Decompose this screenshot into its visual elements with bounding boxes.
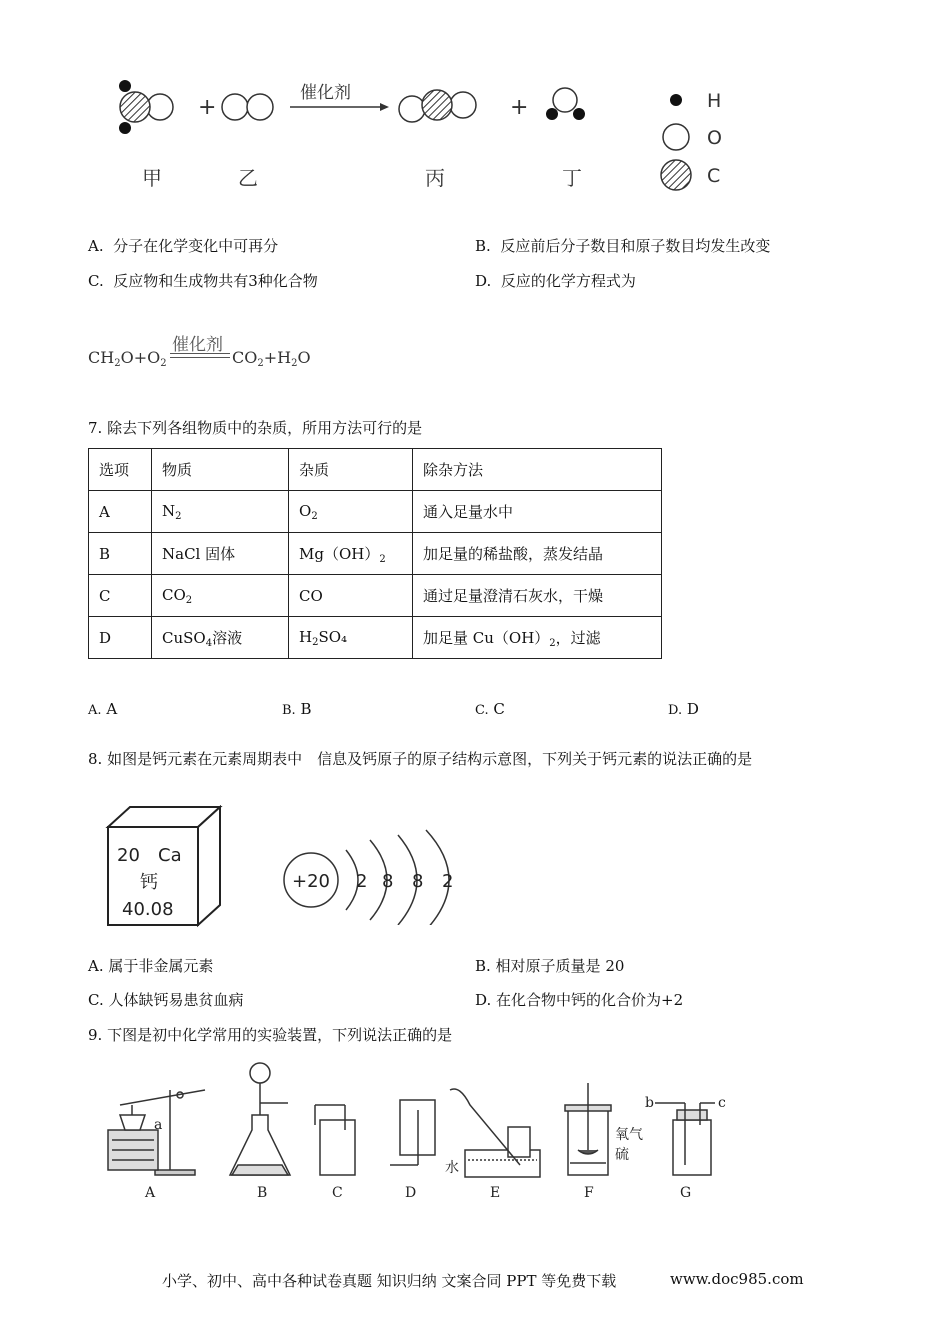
header-cell: 除杂方法 <box>413 449 662 491</box>
oxygen-label: 氧气 <box>615 1127 643 1143</box>
cell-method: 通过足量澄清石灰水，干燥 <box>413 575 662 617</box>
option-letter: A. <box>88 237 104 255</box>
q6-option-a <box>88 235 278 256</box>
q8-option-b: B. 相对原子质量是 20 <box>475 957 625 975</box>
header-cell: 物质 <box>152 449 289 491</box>
q8-question: 8. 如图是钙元素在元素周期表中 信息及钙原子的原子结构示意图，下列关于钙元素的说法正确的是 <box>88 750 753 768</box>
apparatus-label: B <box>257 1185 268 1201</box>
shell-electrons: 2 <box>442 871 454 892</box>
water-label: 水 <box>445 1160 459 1176</box>
legend-o-icon <box>663 124 689 150</box>
molecule-jia <box>119 80 173 134</box>
atomic-mass: 40.08 <box>122 899 174 920</box>
equation-equals <box>170 353 230 358</box>
apparatus-g <box>655 1103 715 1175</box>
cell-impurity: CO <box>289 575 413 617</box>
table-row <box>89 491 662 533</box>
atomic-number: 20 <box>117 845 140 866</box>
shell-electrons: 8 <box>382 871 394 892</box>
apparatus-e <box>450 1089 540 1177</box>
equation-lhs: $CH_2O+O_2$ <box>88 348 167 369</box>
label-bing: 丙 <box>425 166 445 190</box>
table-row <box>89 575 662 617</box>
q8-option-c: C. 人体缺钙易患贫血病 <box>88 991 244 1009</box>
apparatus-label: A <box>145 1185 156 1201</box>
label-ding: 丁 <box>562 166 582 190</box>
cell-option: A <box>89 491 152 533</box>
label-jia: 甲 <box>142 166 162 190</box>
legend-c-icon <box>661 160 691 190</box>
q6-option-d <box>475 270 636 291</box>
apparatus-d <box>390 1100 435 1165</box>
shell-electrons: 2 <box>356 871 368 892</box>
cell-method: 通入足量水中 <box>413 491 662 533</box>
cell-impurity: $Mg(OH)_2$ <box>289 533 413 575</box>
cell-impurity: $H_2SO_4$ <box>289 617 413 659</box>
header-cell: 杂质 <box>289 449 413 491</box>
table-row <box>89 533 662 575</box>
plus-sign: + <box>198 95 217 120</box>
q7-answer-d: D. D <box>668 700 699 718</box>
element-cell-diagram <box>100 805 230 930</box>
option-letter: C. <box>88 272 104 290</box>
footer-url[interactable]: www.doc985.com <box>670 1270 804 1288</box>
option-text: 反应的化学方程式为 <box>500 272 636 290</box>
apparatus-c <box>315 1105 355 1175</box>
apparatus-label: D <box>405 1185 417 1201</box>
q7-table <box>88 448 662 659</box>
cell-impurity: $O_2$ <box>289 491 413 533</box>
q8-option-a: A. 属于非金属元素 <box>88 957 214 975</box>
molecule-bing <box>399 90 476 122</box>
cell-option: C <box>89 575 152 617</box>
cell-option: D <box>89 617 152 659</box>
option-text: 分子在化学变化中可再分 <box>113 237 279 255</box>
apparatus-label: F <box>584 1185 594 1201</box>
cell-method: 加足量的稀盐酸，蒸发结晶 <box>413 533 662 575</box>
apparatus-diagram <box>100 1055 740 1205</box>
option-letter: D. <box>475 272 492 290</box>
reaction-diagram <box>100 70 740 200</box>
apparatus-f <box>565 1083 611 1175</box>
option-text: 反应前后分子数目和原子数目均发生改变 <box>500 237 771 255</box>
port-b-label: b <box>645 1095 654 1111</box>
equation-catalyst: 催化剂 <box>172 335 223 355</box>
q7-answer-a: A. A <box>88 700 118 718</box>
q7-answer-b: B. B <box>282 700 312 718</box>
element-symbol: Ca <box>158 845 182 866</box>
q6-option-b <box>475 235 770 256</box>
apparatus-label: C <box>332 1185 343 1201</box>
legend-o: O <box>707 127 722 149</box>
label-yi: 乙 <box>238 166 258 190</box>
q8-option-d: D. 在化合物中钙的化合价为+2 <box>475 991 684 1009</box>
apparatus-b <box>230 1063 290 1175</box>
cell-substance: $N_2$ <box>152 491 289 533</box>
shell-electrons: 8 <box>412 871 424 892</box>
apparatus-label: E <box>490 1185 501 1201</box>
catalyst-label: 催化剂 <box>300 83 351 103</box>
footer-text: 小学、初中、高中各种试卷真题 知识归纳 文案合同 PPT 等免费下载 <box>162 1272 617 1290</box>
cell-substance: NaCl 固体 <box>152 533 289 575</box>
header-cell: 选项 <box>89 449 152 491</box>
equation-rhs: $CO_2+H_2O$ <box>232 348 311 369</box>
q6-option-c <box>88 270 318 291</box>
cell-method: 加足量 $Cu(OH)_2$，过滤 <box>413 617 662 659</box>
q7-question: 7. 除去下列各组物质中的杂质，所用方法可行的是 <box>88 419 423 437</box>
label-a-annotation: a <box>154 1117 163 1133</box>
cell-option: B <box>89 533 152 575</box>
table-row <box>89 617 662 659</box>
atomic-structure-diagram <box>278 825 468 925</box>
nucleus-charge: +20 <box>292 871 330 892</box>
table-header-row <box>89 449 662 491</box>
molecule-yi <box>222 94 273 120</box>
option-letter: B. <box>475 237 491 255</box>
q7-answer-c: C. C <box>475 700 505 718</box>
molecule-ding <box>546 88 585 120</box>
legend-h: H <box>707 90 722 112</box>
legend-c: C <box>707 165 721 187</box>
plus-sign: + <box>510 95 529 120</box>
cell-substance: CuSO$_4$溶液 <box>152 617 289 659</box>
q9-question: 9. 下图是初中化学常用的实验装置，下列说法正确的是 <box>88 1026 453 1044</box>
cell-substance: $CO_2$ <box>152 575 289 617</box>
sulfur-label: 硫 <box>615 1147 629 1163</box>
element-name: 钙 <box>140 872 158 893</box>
option-text: 反应物和生成物共有3种化合物 <box>113 272 318 290</box>
apparatus-label: G <box>680 1185 692 1201</box>
port-c-label: c <box>718 1095 726 1111</box>
legend-h-icon <box>670 94 682 106</box>
